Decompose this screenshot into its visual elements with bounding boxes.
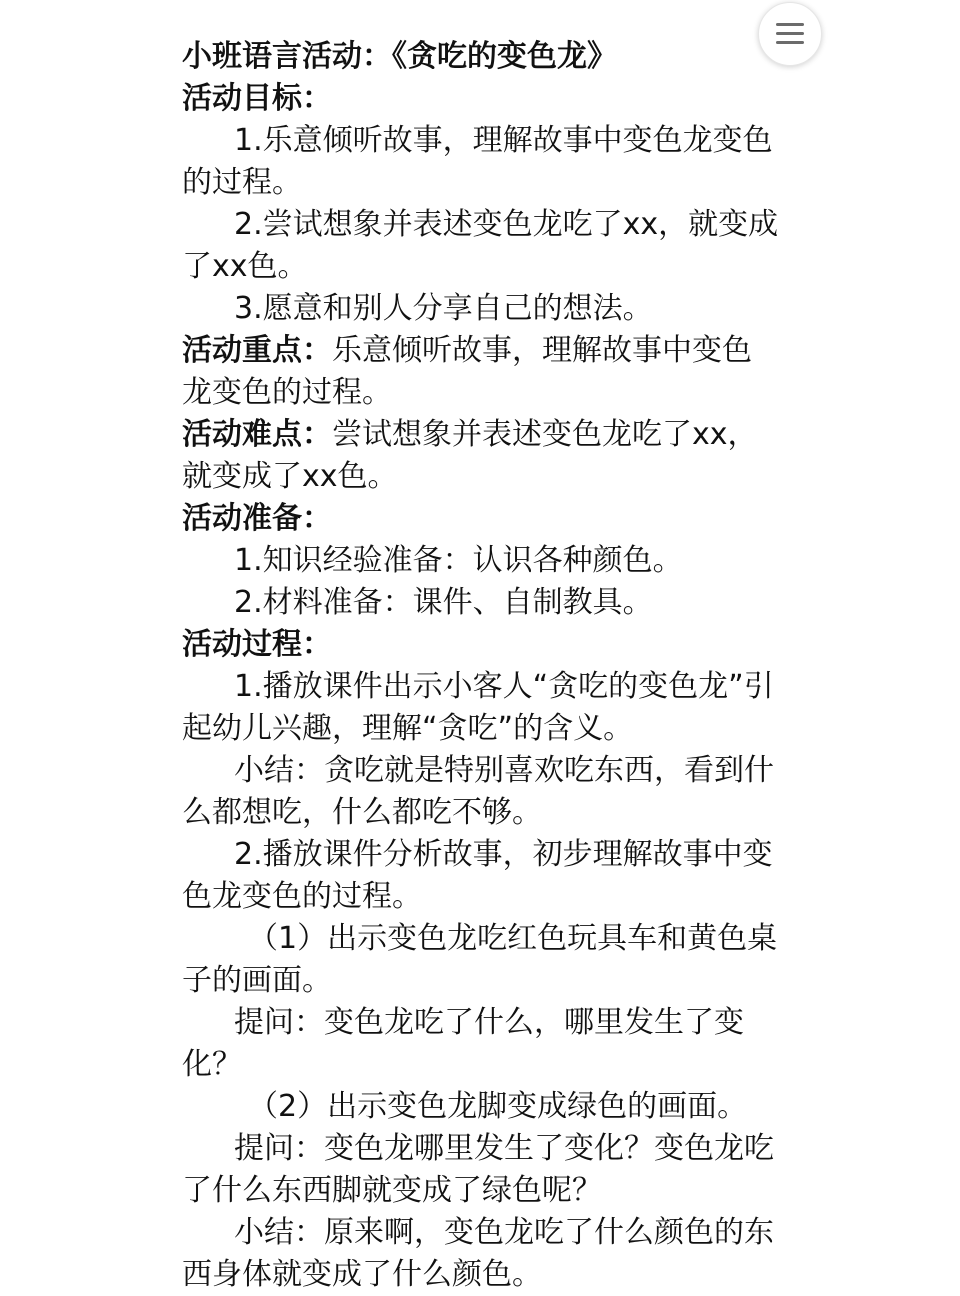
difficulty-line-2: 就变成了xx色。 [182, 459, 398, 494]
process-sub-2: （2）出示变色龙脚变成绿色的画面。 [248, 1089, 748, 1124]
process-sub-1-line-1: （1）出示变色龙吃红色玩具车和黄色桌 [248, 921, 778, 956]
lesson-document [182, 36, 802, 1296]
goals-heading: 活动目标： [182, 81, 332, 116]
process-sub-1-line-2: 子的画面。 [182, 963, 332, 998]
process-step-2-line-2: 色龙变色的过程。 [182, 879, 422, 914]
process-question-2-line-2: 了什么东西脚就变成了绿色呢？ [182, 1173, 602, 1208]
process-question-2-line-1: 提问：变色龙哪里发生了变化？变色龙吃 [234, 1131, 774, 1166]
preparation-heading: 活动准备： [182, 501, 332, 536]
process-step-1-line-1: 1.播放课件出示小客人“贪吃的变色龙”引 [234, 669, 774, 704]
process-summary-1-line-2: 么都想吃，什么都吃不够。 [182, 795, 542, 830]
preparation-item-1: 1.知识经验准备：认识各种颜色。 [234, 543, 683, 578]
menu-bar-top [776, 23, 804, 26]
difficulty-line-1 [182, 414, 802, 456]
process-step-1-line-2: 起幼儿兴趣，理解“贪吃”的含义。 [182, 711, 634, 746]
process-heading: 活动过程： [182, 627, 332, 662]
process-question-1-line-1: 提问：变色龙吃了什么，哪里发生了变 [234, 1005, 744, 1040]
process-summary-2-line-1: 小结：原来啊，变色龙吃了什么颜色的东 [234, 1215, 774, 1250]
difficulty-text: 尝试想象并表述变色龙吃了xx， [332, 417, 758, 452]
goal-3: 3.愿意和别人分享自己的想法。 [234, 291, 653, 326]
menu-bar-middle [776, 32, 804, 35]
goal-2-line-1: 2.尝试想象并表述变色龙吃了xx，就变成 [234, 207, 779, 242]
preparation-item-2: 2.材料准备：课件、自制教具。 [234, 585, 653, 620]
process-step-2-line-1: 2.播放课件分析故事，初步理解故事中变 [234, 837, 773, 872]
process-summary-1-line-1: 小结：贪吃就是特别喜欢吃东西，看到什 [234, 753, 774, 788]
goal-1-line-1: 1.乐意倾听故事，理解故事中变色龙变色 [234, 123, 773, 158]
difficulty-label: 活动难点： [182, 417, 332, 452]
key-point-line-2: 龙变色的过程。 [182, 375, 392, 410]
process-question-1-line-2: 化？ [182, 1047, 242, 1082]
goal-1-line-2: 的过程。 [182, 165, 302, 200]
goal-2-line-2: 了xx色。 [182, 249, 308, 284]
key-point-line-1 [182, 330, 802, 372]
document-title: 小班语言活动：《贪吃的变色龙》 [182, 39, 617, 74]
key-point-text: 乐意倾听故事，理解故事中变色 [332, 333, 752, 368]
process-summary-2-line-2: 西身体就变成了什么颜色。 [182, 1257, 542, 1292]
key-point-label: 活动重点： [182, 333, 332, 368]
